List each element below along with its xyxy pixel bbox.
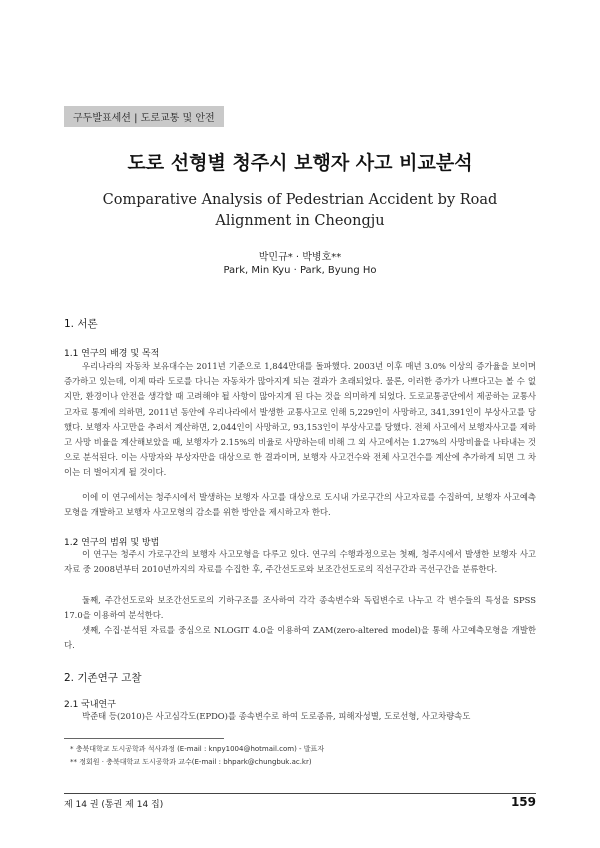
session-tag: 구두발표세션 | 도로교통 및 안전 [64, 106, 224, 127]
subsection-heading-background: 1.1 연구의 배경 및 목적 [64, 349, 160, 359]
section-heading-introduction: 1. 서론 [64, 318, 98, 330]
paragraph-domestic: 박준태 등(2010)은 사고심각도(EPDO)를 종속변수로 하여 도로종류, 피해자성별, 도로선형, 사고차량속도 [82, 711, 471, 721]
footer-volume: 제 14 권 (통권 제 14 집) [64, 800, 164, 810]
paragraph-scope-1: 이 연구는 청주시 가로구간의 보행자 사고모형을 다루고 있다. 연구의 수행과정으로는 첫째, 청주시에서 발생한 보행자 사고자료 중 2008년부터 2010년까지의 자료를 수집한 후, 주간선도로와 보조간선도로의 직선구간과 곡선구간을 분류한다. [64, 549, 536, 575]
page-number: 159 [510, 795, 536, 809]
title-korean: 도로 선형별 청주시 보행자 사고 비교분석 [127, 152, 473, 174]
footnote-divider [64, 738, 224, 739]
footer-divider [64, 793, 536, 794]
paragraph-scope-3: 셋째, 수집·분석된 자료를 중심으로 NLOGIT 4.0을 이용하여 ZAM(zero-altered model)을 통해 사고예측모형을 개발한다. [64, 625, 536, 651]
subsection-heading-scope: 1.2 연구의 범위 및 방법 [64, 538, 160, 548]
section-heading-literature: 2. 기존연구 고찰 [64, 672, 142, 684]
footnote-author-1: * 충북대학교 도시공학과 석사과정 (E-mail : knpy1004@hotmail.com) - 발표자 [70, 745, 325, 753]
paragraph-background: 우리나라의 자동차 보유대수는 2011년 기준으로 1,844만대를 돌파했다. 2003년 이후 매년 3.0% 이상의 증가율을 보이며 증가하고 있는데, 이제 따라 도로를 다니는 자동차가 많아지게 되는 결과가 초래되었다. 물론, 이러한 증가가 나쁘다고는 볼 수 없지만, 환경이나 안전을 생각할 때 고려해야 될 사항이 많아지게 된 다는 것을 의미하게 되었다. 도로교통공단에서 제공하는 교통사고자료 통계에 의하면, 2011년 동안에 우리나라에서 발생한 교통사고로 인해 5,229인이 사망하고, 341,391인이 부상사고를 당했다. 보행자 사고만을 추려서 계산하면, 2,044인이 사망하고, 93,153인이 부상사고를 당했다. 전체 사고에서 보행자사고를 제하고 사망 비율을 계산해보았을 때, 보행자가 2.15%의 비율로 사망하는데 비해 그 외 사고에서는 1.27%의 사망비율을 나타내는 것으로 분석된다. 이는 사망자와 부상자만을 대상으로 한 결과이며, 보행자 사고건수와 전체 사고건수를 계산에 추가하게 되면 그 차이는 더 벌어지게 될 것이다. [64, 361, 536, 478]
paragraph-scope-2: 둘째, 주간선도로와 보조간선도로의 기하구조를 조사하여 각각 종속변수와 독립변수로 나누고 각 변수들의 특성을 SPSS 17.0을 이용하여 분석한다. [64, 595, 536, 621]
footnote-author-2: ** 정회원 · 충북대학교 도시공학과 교수(E-mail : bhpark@chungbuk.ac.kr) [70, 758, 312, 766]
title-english: Comparative Analysis of Pedestrian Accident by Road Alignment in Cheongju [102, 192, 498, 229]
authors-english: Park, Min Kyu · Park, Byung Ho [223, 265, 377, 276]
subsection-heading-domestic: 2.1 국내연구 [64, 700, 116, 710]
authors-korean: 박민규* · 박병호** [258, 252, 342, 263]
paragraph-purpose: 이에 이 연구에서는 청주시에서 발생하는 보행자 사고를 대상으로 도시내 가로구간의 사고자료를 수집하여, 보행자 사고예측 모형을 개발하고 보행자 사고모형의 감소를 위한 방안을 제시하고자 한다. [64, 492, 536, 518]
